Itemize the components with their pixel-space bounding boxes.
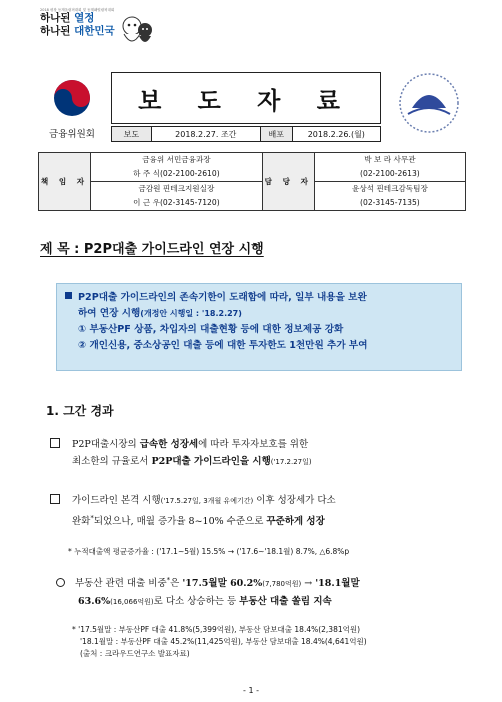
distribution-value: 2018.2.26.(월) <box>307 129 365 139</box>
square-bullet-icon <box>65 292 72 299</box>
staff-cell: 박 보 라 사무관 <box>314 153 465 168</box>
checkbox-bullet-icon <box>50 494 60 504</box>
staff-label: 담 당 자 <box>262 153 314 211</box>
distribution-label: 배포 <box>261 127 293 141</box>
summary-line-1: P2P대출 가이드라인의 존속기한이 도래함에 따라, 일부 내용을 보완 <box>65 290 453 306</box>
document-title: 보 도 자 료 <box>138 85 354 115</box>
table-row <box>39 182 466 197</box>
checkbox-bullet-icon <box>50 438 60 448</box>
responsible-cell: 금융위 서민금융과장 <box>91 153 263 168</box>
section-heading: 1. 그간 경과 <box>46 404 114 418</box>
document-title-box <box>111 72 381 124</box>
footnote-real-estate: * '17.5월말 : 부동산PF 대출 41.8%(5,399억원), 부동산 담보대출 18.4%(2,381억원) '18.1월말 : 부동산PF 대출 45.2%(11,425억원), 부동산 담보대출 18.4%(4,641억원) (출처 : 크라우드연구소 발표자료) <box>72 625 367 658</box>
fss-logo-icon <box>398 72 460 134</box>
release-value: 2018.2.27. 조간 <box>152 127 261 141</box>
org-name: 금융위원회 <box>49 129 95 140</box>
table-row <box>39 196 466 211</box>
circle-bullet-icon <box>56 578 65 587</box>
olympic-slogan-logo <box>40 8 152 64</box>
release-meta-row <box>111 126 381 142</box>
slogan-line-1: 하나된 열정 <box>40 12 95 24</box>
press-release-header <box>38 70 466 162</box>
responsible-cell: 하 주 식(02-2100-2610) <box>91 167 263 182</box>
fsc-logo <box>42 78 102 158</box>
slogan-line-2: 하나된 대한민국 <box>40 25 115 37</box>
summary-box <box>56 283 462 371</box>
table-row <box>39 167 466 182</box>
summary-line-2: 하여 연장 시행(개정안 시행일 : '18.2.27) <box>78 308 242 319</box>
release-label: 보도 <box>112 127 152 141</box>
responsible-label: 책 임 자 <box>39 153 91 211</box>
summary-item-1: ① 부동산PF 상품, 차입자의 대출현황 등에 대한 정보제공 강화 <box>78 324 344 335</box>
table-row <box>39 153 466 168</box>
page-number: - 1 - <box>243 686 259 695</box>
subject-title: 제 목 : P2P대출 가이드라인 연장 시행 <box>40 242 264 257</box>
bullet-guideline-effect: 가이드라인 본격 시행('17.5.27일, 3개월 유예기간) 이후 성장세가 다소 완화*되었으나, 매월 증가율 8~10% 수준으로 꾸준하게 성장 <box>50 492 470 530</box>
taegeuk-emblem-icon <box>52 78 92 118</box>
staff-cell: (02-3145-7135) <box>314 196 465 211</box>
bullet-real-estate: 부동산 관련 대출 비중*은 '17.5월말 60.2%(7,780억원) → '18.1월말 63.6%(16,066억원)로 다소 상승하는 등 부동산 대출 쏠림 지속 <box>56 572 476 611</box>
contacts-table <box>38 152 466 211</box>
responsible-cell: 이 근 우(02-3145-7120) <box>91 196 263 211</box>
slogan-small-text: 2018 평창 동계올림픽대회 및 동계패럴림픽대회 <box>40 8 115 12</box>
staff-cell: (02-2100-2613) <box>314 167 465 182</box>
footnote-growth-rate: * 누적대출액 평균증가율 : ('17.1~5월) 15.5% → ('17.6~'18.1월) 8.7%, △6.8%p <box>68 547 350 556</box>
summary-item-2: ② 개인신용, 중소상공인 대출 등에 대한 투자한도 1천만원 추가 부여 <box>78 340 368 351</box>
bullet-growth: P2P대출시장의 급속한 성장세에 따라 투자자보호를 위한 최소한의 규율로서 P2P대출 가이드라인을 시행('17.2.27일) <box>50 436 470 471</box>
responsible-cell: 금감원 핀테크지원실장 <box>91 182 263 197</box>
staff-cell: 윤상석 핀테크감독팀장 <box>314 182 465 197</box>
mascot-icon <box>120 12 154 52</box>
